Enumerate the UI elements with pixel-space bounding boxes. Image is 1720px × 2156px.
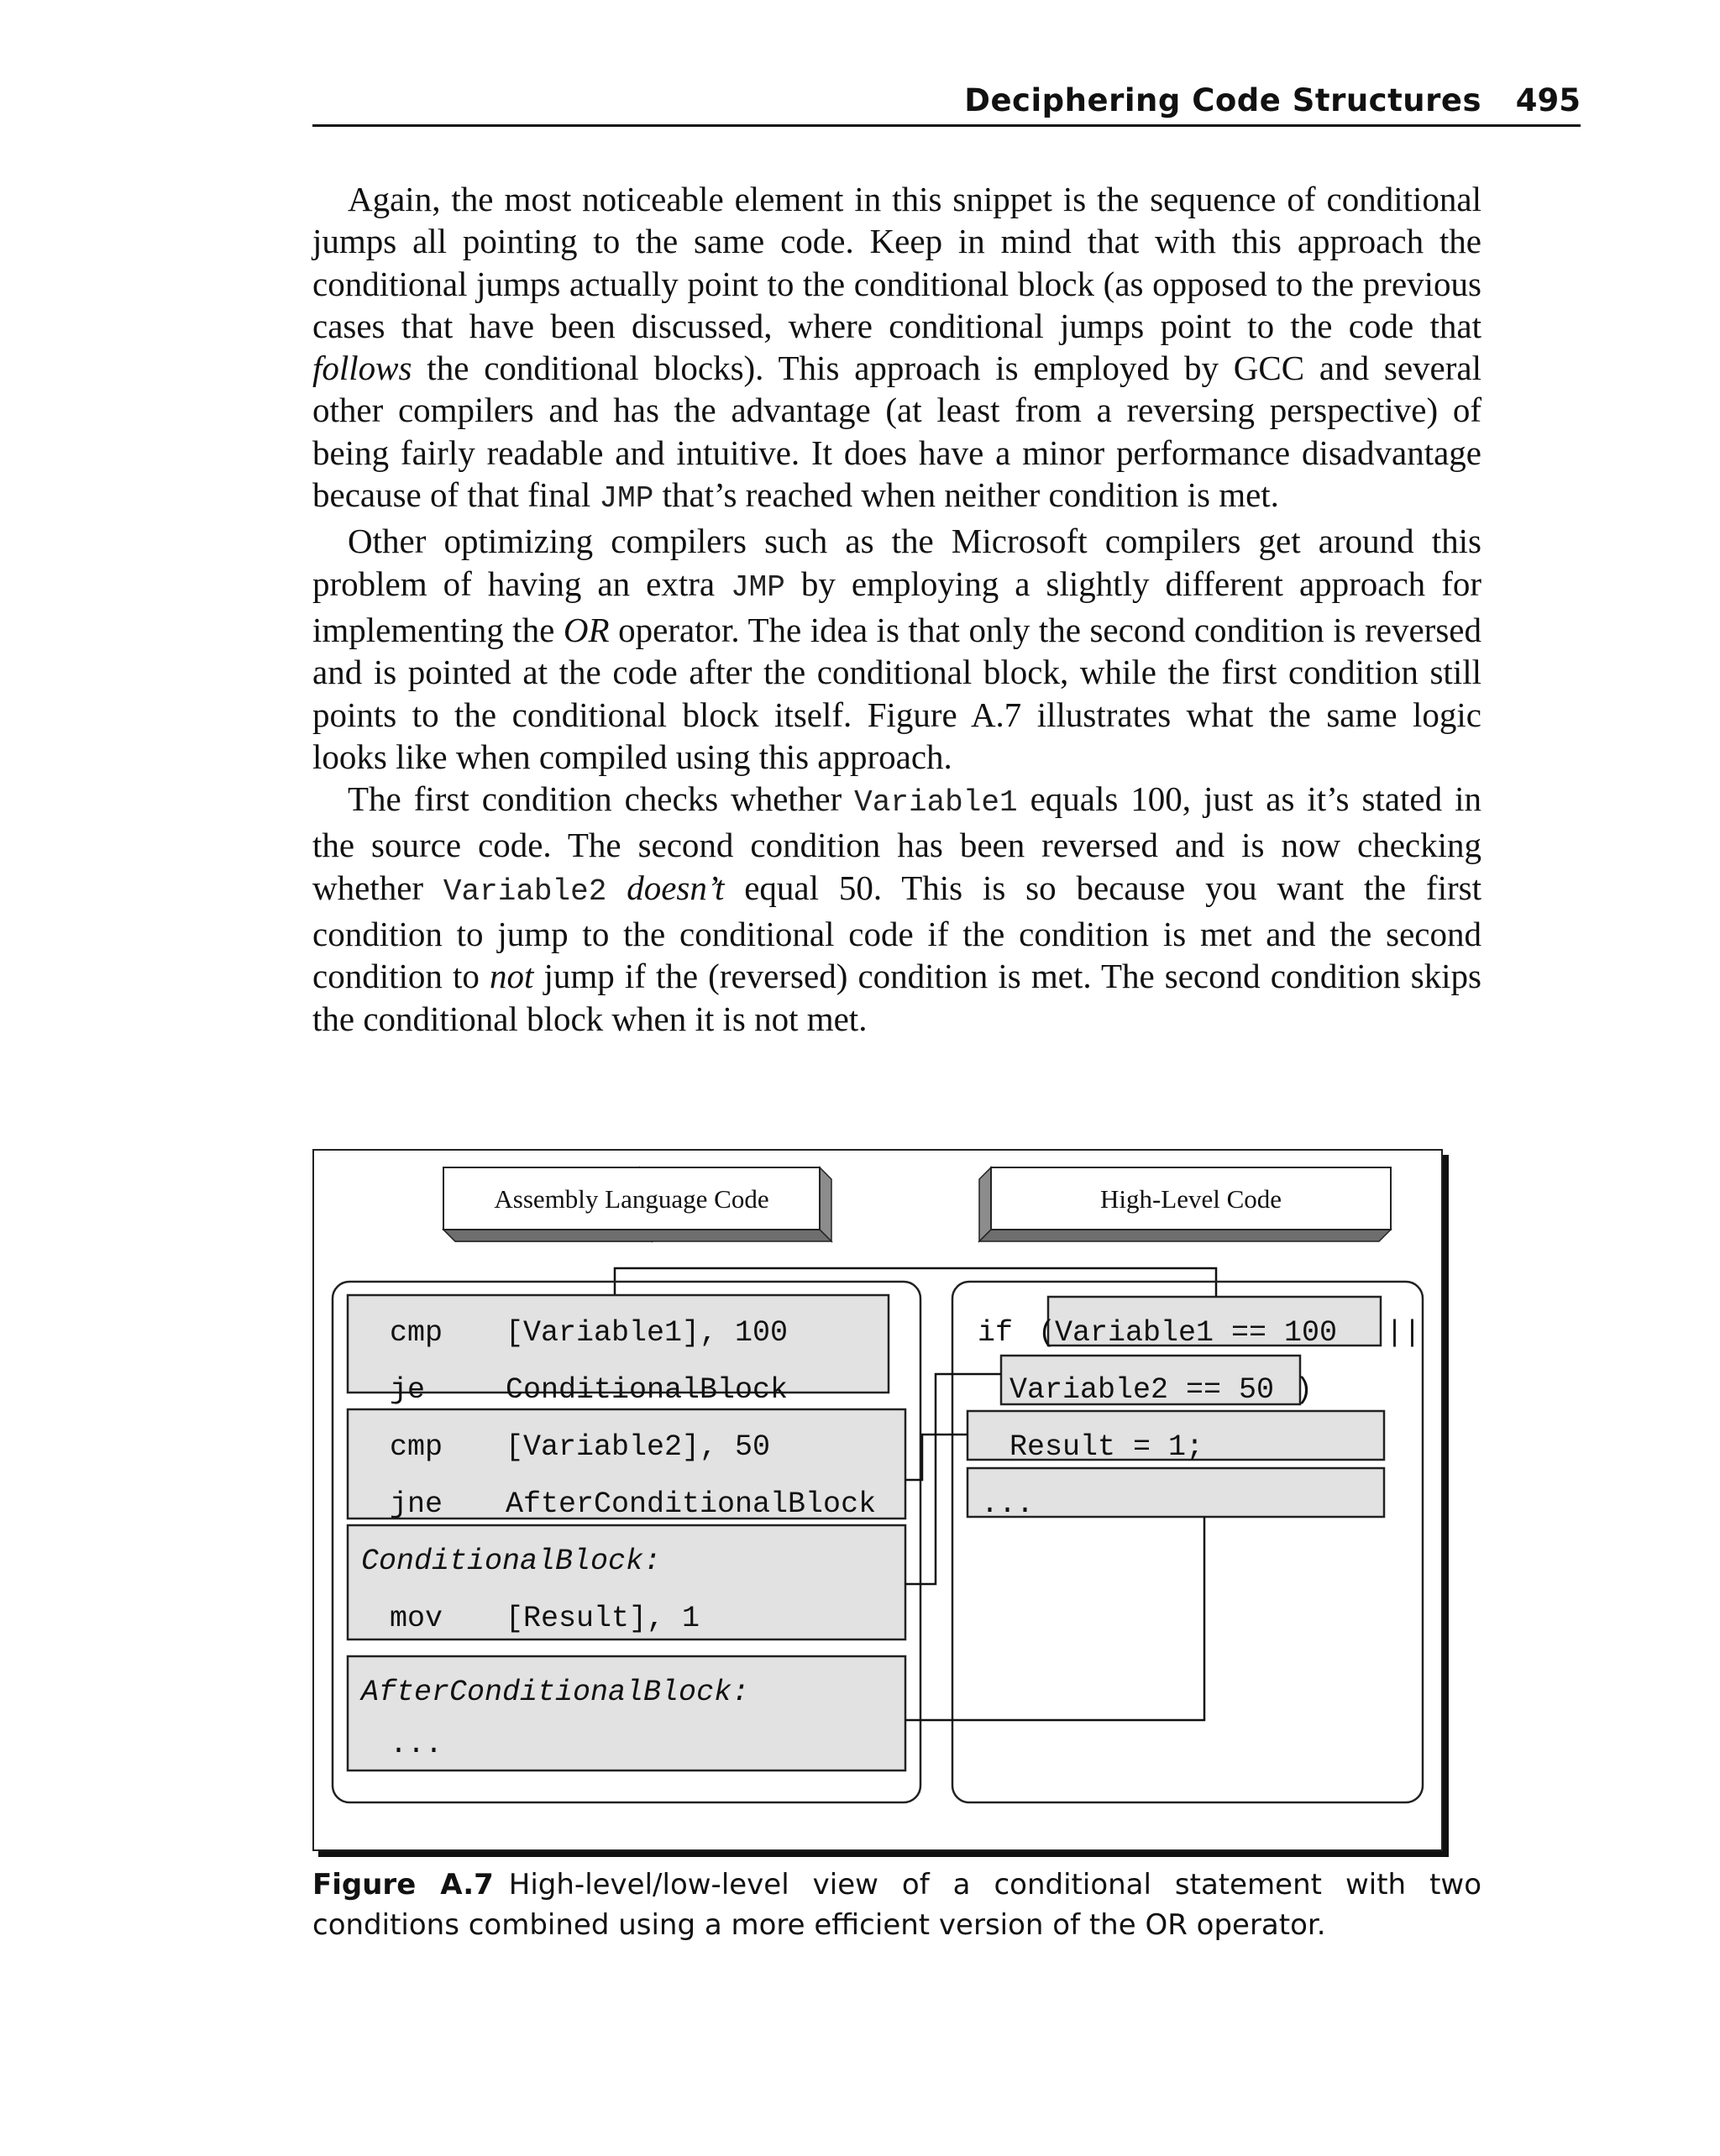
paragraph-2 [312,520,1481,778]
asm-label: AfterConditionalBlock: [361,1676,750,1709]
asm-block-after [348,1656,905,1770]
caption-text: High-level/low-level view of a conditional statement with two conditions combined using a more efficient version of the OR operator. [312,1868,1482,1942]
jne-jump-connector [905,1517,1204,1720]
text-run: by employing a slightly different approach for implementing the [312,564,1482,649]
asm-block-conditional [348,1525,905,1639]
asm-op: cmp [390,1430,443,1464]
text-run: jump if the (reversed) condition is met. The second condition skips the conditional block when it is not met. [312,957,1481,1038]
paragraph-1 [312,178,1481,520]
paragraph-3 [312,778,1481,1040]
asm-ellipsis: ... [390,1728,443,1761]
text-run: that’s reached when neither condition is met. [653,475,1279,515]
emphasis: OR [563,610,610,649]
highlevel-title-box [979,1167,1391,1241]
text-run: The first condition checks whether [348,779,855,819]
hl-if-keyword: if [978,1316,1014,1350]
hl-ellipsis: ... [981,1487,1035,1521]
hl-close-paren: ) [1295,1373,1314,1407]
text-run: operator. The idea is that only the second condition is reversed and is pointed at the code after the conditional block, while the first condition still points to the conditional block itself. Figure A.7 illustrates what the same logic looks like when compiled using this approach. [312,610,1481,776]
header-title: Deciphering Code Structures [964,82,1481,118]
asm-args: ConditionalBlock [506,1373,789,1407]
running-header [312,77,1581,127]
asm-label: ConditionalBlock: [361,1545,662,1578]
asm-op: jne [390,1487,443,1521]
text-run: equals 100, just as it’s stated in the source code. The second condition has been reversed and is now checking whether [312,779,1481,907]
text-run [606,868,627,907]
text-run: the conditional blocks). This approach is employed by GCC and several other compilers and has the advantage (at least from a reversing perspective) of being fairly readable and intuitive. It does have a minor performance disadvantage because of that final [312,349,1481,515]
hl-open-paren: ( [1038,1316,1057,1350]
hl-result: Result = 1; [1009,1430,1204,1464]
figure-diagram [314,1151,1441,1849]
hl-code [968,1297,1421,1521]
asm-args: [Variable2], 50 [506,1430,771,1464]
asm-args: AfterConditionalBlock [506,1487,877,1521]
asm-args: [Variable1], 100 [506,1316,789,1350]
text-run: Other optimizing compilers such as the Microsoft compilers get around this problem of having an extra [312,522,1481,603]
figure-a7 [312,1149,1443,1851]
asm-args: [Result], 1 [506,1602,700,1635]
inline-code: Variable1 [854,785,1018,821]
text-run: Again, the most noticeable element in this snippet is the sequence of conditional jumps all pointing to the same code. Keep in mind that with this approach the conditional jumps actually point to the conditional block (as opposed to the previous cases that have been discussed, where conditional jumps point to the code that [312,180,1481,345]
hl-or-operator: || [1386,1316,1422,1350]
caption-label: Figure A.7 [312,1868,494,1902]
asm-op: mov [390,1602,443,1635]
hl-cond2: Variable2 == 50 [1009,1373,1275,1407]
emphasis: doesn’t [627,868,725,907]
title-connector [615,1268,1216,1298]
emphasis: follows [312,349,412,388]
inline-code: JMP [599,481,654,517]
inline-code: JMP [731,569,785,605]
inline-code: Variable2 [443,873,607,909]
assembly-title: Assembly Language Code [494,1184,769,1214]
assembly-title-box [443,1167,831,1241]
asm-block-cond2 [348,1409,905,1521]
asm-op: je [390,1373,426,1407]
asm-block-cond1 [348,1295,889,1407]
emphasis: not [489,957,534,996]
hl-cond1: Variable1 == 100 [1055,1316,1338,1350]
asm-op: cmp [390,1316,443,1350]
text-run: equal 50. This is so because you want the first condition to jump to the conditional code if the condition is met and the second condition to [312,868,1481,996]
figure-caption [312,1865,1481,1945]
highlevel-title: High-Level Code [1099,1184,1282,1214]
page-number: 495 [1515,82,1581,118]
body-text [312,178,1481,1040]
